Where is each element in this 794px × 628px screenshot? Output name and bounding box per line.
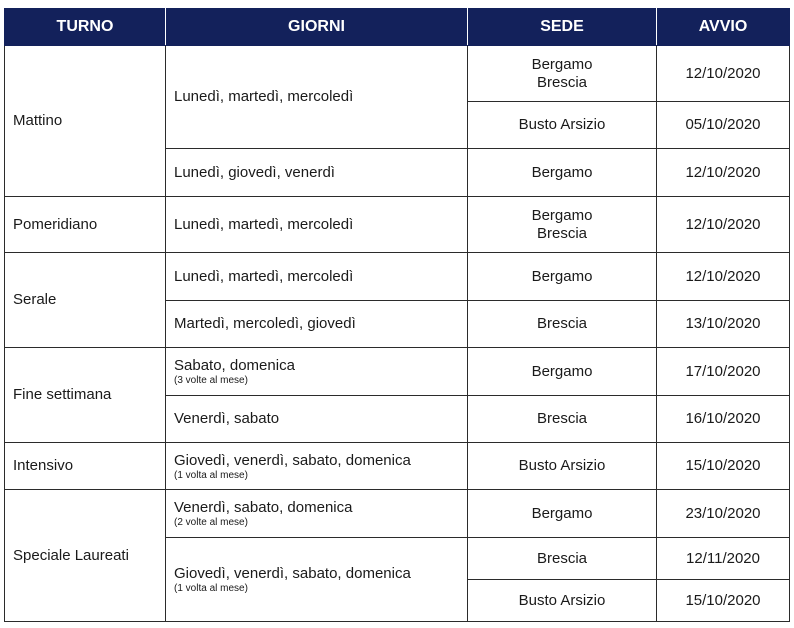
- avvio-cell: 12/10/2020: [657, 253, 790, 301]
- turno-cell: Serale: [5, 253, 166, 348]
- giorni-note: (1 volta al mese): [174, 469, 248, 481]
- avvio-cell: 12/10/2020: [657, 149, 790, 197]
- giorni-cell: Lunedì, martedì, mercoledì: [166, 46, 468, 149]
- giorni-cell: Venerdì, sabato: [166, 396, 468, 443]
- sede-name: Bergamo: [531, 55, 593, 73]
- sede-cell: Busto Arsizio: [468, 443, 657, 490]
- schedule-table: [4, 8, 790, 622]
- giorni-text: Giovedì, venerdì, sabato, domenica: [174, 565, 411, 582]
- giorni-cell: [166, 538, 468, 622]
- avvio-cell: 12/11/2020: [657, 538, 790, 580]
- sede-cell: Brescia: [468, 301, 657, 348]
- giorni-note: (2 volte al mese): [174, 517, 248, 528]
- avvio-cell: 13/10/2020: [657, 301, 790, 348]
- sede-cell: [468, 197, 657, 253]
- giorni-note: (1 volta al mese): [174, 583, 248, 594]
- sede-cell: Bergamo: [468, 149, 657, 197]
- giorni-cell: Lunedì, giovedì, venerdì: [166, 149, 468, 197]
- avvio-cell: 05/10/2020: [657, 102, 790, 149]
- turno-cell: Pomeridiano: [5, 197, 166, 253]
- giorni-text: Venerdì, sabato, domenica: [174, 499, 353, 516]
- sede-name: Brescia: [536, 73, 588, 91]
- table-row: [5, 46, 790, 102]
- giorni-note: (3 volte al mese): [174, 375, 248, 386]
- table-row: [5, 197, 790, 253]
- avvio-cell: 23/10/2020: [657, 490, 790, 538]
- giorni-cell: [166, 443, 468, 490]
- header-giorni: GIORNI: [166, 9, 468, 46]
- sede-cell: Bergamo: [468, 348, 657, 396]
- sede-name: Brescia: [536, 224, 588, 242]
- sede-name: Bergamo: [531, 206, 593, 224]
- sede-cell: Bergamo: [468, 253, 657, 301]
- table-row: [5, 490, 790, 538]
- sede-cell: [468, 46, 657, 102]
- giorni-cell: [166, 348, 468, 396]
- avvio-cell: 16/10/2020: [657, 396, 790, 443]
- avvio-cell: 12/10/2020: [657, 46, 790, 102]
- sede-cell: Brescia: [468, 538, 657, 580]
- giorni-cell: Lunedì, martedì, mercoledì: [166, 253, 468, 301]
- header-sede: SEDE: [468, 9, 657, 46]
- turno-cell: Speciale Laureati: [5, 490, 166, 622]
- header-turno: TURNO: [5, 9, 166, 46]
- turno-cell: Intensivo: [5, 443, 166, 490]
- giorni-cell: Lunedì, martedì, mercoledì: [166, 197, 468, 253]
- sede-cell: Busto Arsizio: [468, 102, 657, 149]
- table-row: [5, 443, 790, 490]
- giorni-text: Giovedì, venerdì, sabato, domenica: [174, 451, 411, 469]
- giorni-text: Sabato, domenica: [174, 357, 295, 374]
- turno-cell: Mattino: [5, 46, 166, 197]
- avvio-cell: 15/10/2020: [657, 443, 790, 490]
- turno-cell: Fine settimana: [5, 348, 166, 443]
- table-row: [5, 348, 790, 396]
- sede-cell: Busto Arsizio: [468, 580, 657, 622]
- header-row: [5, 9, 790, 46]
- avvio-cell: 12/10/2020: [657, 197, 790, 253]
- sede-cell: Bergamo: [468, 490, 657, 538]
- avvio-cell: 15/10/2020: [657, 580, 790, 622]
- table-row: [5, 253, 790, 301]
- sede-cell: Brescia: [468, 396, 657, 443]
- avvio-cell: 17/10/2020: [657, 348, 790, 396]
- giorni-cell: Martedì, mercoledì, giovedì: [166, 301, 468, 348]
- giorni-cell: [166, 490, 468, 538]
- header-avvio: AVVIO: [657, 9, 790, 46]
